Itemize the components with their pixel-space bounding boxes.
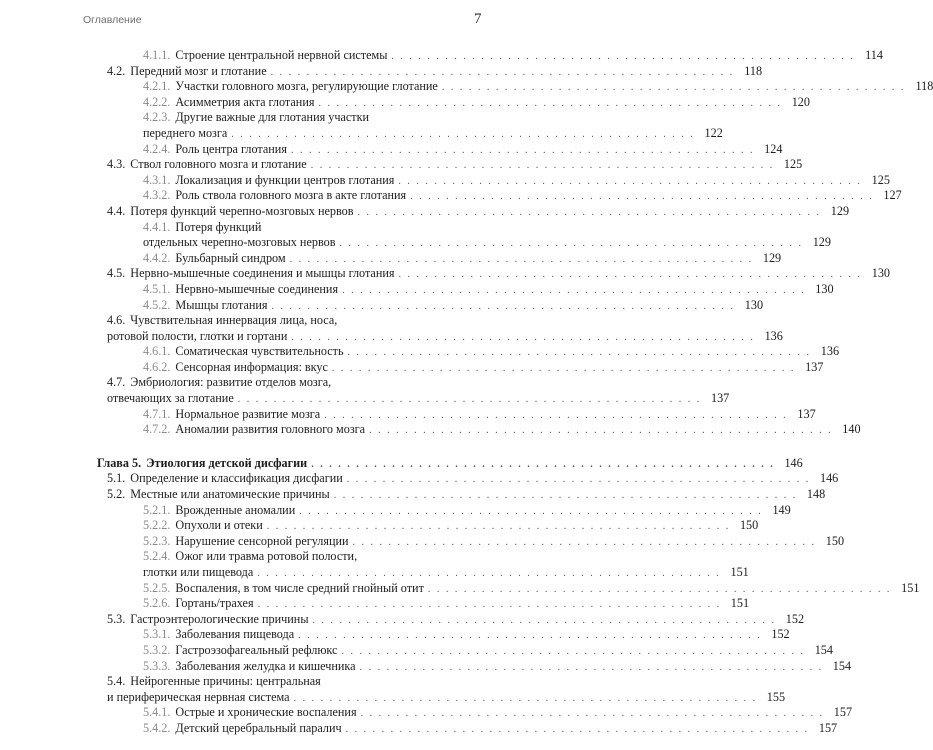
dot-leader: . . . . . . . . . . . . . . . . . . . . . . . . . . . . . . . . . . . . . . . . . . . . . . . . . . . . bbox=[341, 645, 805, 657]
toc-entry bbox=[97, 720, 838, 737]
dot-leader: . . . . . . . . . . . . . . . . . . . . . . . . . . . . . . . . . . . . . . . . . . . . . . . . . . . . bbox=[312, 614, 777, 626]
toc-entry-page: 146 bbox=[784, 455, 803, 470]
toc-entry-page: 140 bbox=[842, 422, 861, 437]
toc-entry bbox=[97, 518, 759, 534]
toc-entry-title: и периферическая нервная система bbox=[107, 689, 290, 704]
toc-entry-number: Глава 5. bbox=[97, 455, 142, 470]
toc-entry bbox=[97, 157, 803, 173]
toc-entry-page: 152 bbox=[771, 627, 790, 642]
toc-entry-number: 4.7.2. bbox=[143, 422, 171, 437]
toc-entry-page: 137 bbox=[797, 406, 816, 421]
toc-entry-number: 5.2.6. bbox=[143, 596, 171, 611]
toc-entry-page: 154 bbox=[832, 658, 852, 673]
toc-entry-title: Заболевания желудка и кишечника bbox=[175, 658, 356, 673]
toc-entry-page: 148 bbox=[806, 487, 826, 502]
toc-entry-number: 4.1.1. bbox=[143, 48, 171, 62]
toc-entry-number: 4.5.1. bbox=[143, 281, 171, 296]
dot-leader: . . . . . . . . . . . . . . . . . . . . . . . . . . . . . . . . . . . . . . . . . . . . . . . . . . . . bbox=[271, 300, 736, 312]
toc-entry bbox=[97, 110, 723, 141]
toc-entry-number: 4.3. bbox=[107, 157, 126, 172]
dot-leader: . . . . . . . . . . . . . . . . . . . . . . . . . . . . . . . . . . . . . . . . . . . . . . . . . . . . bbox=[346, 474, 811, 486]
toc-entry-page: 130 bbox=[871, 266, 890, 281]
toc-entry-page: 129 bbox=[812, 235, 831, 250]
table-of-contents bbox=[97, 48, 933, 737]
toc-entry-page: 118 bbox=[744, 63, 763, 78]
toc-entry bbox=[97, 188, 902, 204]
toc-entry-title: Воспаления, в том числе средний гнойный отит bbox=[175, 580, 424, 595]
toc-entry-title: Локализация и функции центров глотания bbox=[175, 172, 395, 187]
dot-leader: . . . . . . . . . . . . . . . . . . . . . . . . . . . . . . . . . . . . . . . . . . . . . . . . . . . . bbox=[352, 536, 817, 548]
toc-entry-title: Потеря функций черепно-мозговых нервов bbox=[130, 203, 354, 218]
toc-entry-page: 136 bbox=[764, 328, 783, 343]
toc-entry-page: 157 bbox=[818, 720, 838, 735]
toc-entry-number: 4.3.1. bbox=[143, 172, 171, 187]
toc-entry-page: 129 bbox=[830, 203, 850, 218]
dot-leader: . . . . . . . . . . . . . . . . . . . . . . . . . . . . . . . . . . . . . . . . . . . . . . . . . . . . bbox=[311, 458, 775, 470]
dot-leader: . . . . . . . . . . . . . . . . . . . . . . . . . . . . . . . . . . . . . . . . . . . . . . . . . . . . bbox=[270, 66, 735, 78]
toc-entry-title: отдельных черепно-мозговых нервов bbox=[143, 235, 336, 250]
toc-entry-title: Гортань/трахея bbox=[175, 596, 254, 611]
dot-leader: . . . . . . . . . . . . . . . . . . . . . . . . . . . . . . . . . . . . . . . . . . . . . . . . . . . . bbox=[441, 82, 906, 94]
toc-entry bbox=[97, 533, 845, 550]
toc-entry-title: Врожденные аномалии bbox=[175, 502, 296, 517]
toc-entry bbox=[97, 611, 805, 628]
toc-entry-page: 151 bbox=[901, 580, 920, 595]
toc-entry-page: 149 bbox=[772, 502, 791, 517]
toc-entry-title: Этиология детской дисфагии bbox=[146, 455, 308, 470]
toc-entry-number: 4.2.1. bbox=[143, 79, 171, 94]
toc-entry-title: Бульбарный синдром bbox=[175, 250, 286, 265]
toc-entry bbox=[97, 250, 782, 267]
toc-entry-number: 4.6. bbox=[107, 313, 126, 328]
toc-entry-number: 4.3.2. bbox=[143, 188, 171, 203]
toc-entry-number: 5.3.2. bbox=[143, 642, 171, 657]
toc-entry bbox=[97, 705, 853, 721]
dot-leader: . . . . . . . . . . . . . . . . . . . . . . . . . . . . . . . . . . . . . . . . . . . . . . . . . . . . bbox=[331, 362, 796, 374]
dot-leader: . . . . . . . . . . . . . . . . . . . . . . . . . . . . . . . . . . . . . . . . . . . . . . . . . . . . bbox=[231, 128, 695, 140]
toc-entry-number: 4.6.2. bbox=[143, 359, 171, 374]
toc-entry-title: Роль ствола головного мозга в акте глотания bbox=[175, 188, 407, 203]
toc-entry-title: Соматическая чувствительность bbox=[175, 344, 344, 359]
toc-entry bbox=[97, 455, 803, 472]
dot-leader: . . . . . . . . . . . . . . . . . . . . . . . . . . . . . . . . . . . . . . . . . . . . . . . . . . . . bbox=[266, 521, 731, 533]
toc-entry bbox=[97, 674, 786, 705]
toc-entry-page: 129 bbox=[762, 250, 782, 265]
toc-entry-number: 5.4.1. bbox=[143, 705, 171, 720]
toc-entry bbox=[97, 203, 850, 220]
toc-entry-number: 4.5. bbox=[107, 266, 126, 281]
toc-entry bbox=[97, 79, 933, 95]
toc-entry-title: Сенсорная информация: вкус bbox=[175, 359, 328, 374]
toc-entry-number: 5.2.5. bbox=[143, 580, 171, 595]
dot-leader: . . . . . . . . . . . . . . . . . . . . . . . . . . . . . . . . . . . . . . . . . . . . . . . . . . . . bbox=[360, 708, 825, 720]
toc-entry-page: 136 bbox=[820, 344, 840, 359]
dot-leader: . . . . . . . . . . . . . . . . . . . . . . . . . . . . . . . . . . . . . . . . . . . . . . . . . . . . bbox=[339, 238, 803, 250]
dot-leader: . . . . . . . . . . . . . . . . . . . . . . . . . . . . . . . . . . . . . . . . . . . . . . . . . . . . bbox=[324, 409, 788, 421]
toc-entry-number: 5.2.2. bbox=[143, 518, 171, 533]
toc-entry bbox=[97, 266, 890, 282]
toc-entry-page: 125 bbox=[871, 172, 890, 187]
dot-leader: . . . . . . . . . . . . . . . . . . . . . . . . . . . . . . . . . . . . . . . . . . . . . . . . . . . . bbox=[237, 394, 702, 406]
toc-entry-number: 5.4.2. bbox=[143, 720, 171, 735]
dot-leader: . . . . . . . . . . . . . . . . . . . . . . . . . . . . . . . . . . . . . . . . . . . . . . . . . . . . bbox=[410, 191, 874, 203]
toc-entry-title: Гастроэнтерологические причины bbox=[130, 611, 309, 626]
toc-entry-title: Нормальное развитие мозга bbox=[175, 406, 321, 421]
toc-entry-title: глотки или пищевода bbox=[143, 565, 254, 579]
toc-entry-title: Гастроэзофагеальный рефлюкс bbox=[175, 642, 338, 657]
toc-entry-title: Нарушение сенсорной регуляции bbox=[175, 533, 349, 548]
toc-entry-page: 157 bbox=[833, 705, 853, 720]
toc-entry-page: 151 bbox=[730, 596, 750, 611]
toc-entry-number: 5.1. bbox=[107, 471, 126, 486]
toc-entry-title: Опухоли и отеки bbox=[175, 518, 263, 533]
dot-leader: . . . . . . . . . . . . . . . . . . . . . . . . . . . . . . . . . . . . . . . . . . . . . . . . . . . . bbox=[347, 347, 812, 359]
toc-entry-title: Потеря функций bbox=[175, 219, 262, 234]
dot-leader: . . . . . . . . . . . . . . . . . . . . . . . . . . . . . . . . . . . . . . . . . . . . . . . . . . . . bbox=[310, 160, 775, 172]
toc-entry-page: 130 bbox=[744, 297, 764, 312]
toc-entry-title: Участки головного мозга, регулирующие глотание bbox=[175, 79, 438, 94]
toc-entry-title: Определение и классификация дисфагии bbox=[130, 471, 343, 486]
dot-leader: . . . . . . . . . . . . . . . . . . . . . . . . . . . . . . . . . . . . . . . . . . . . . . . . . . . . bbox=[369, 425, 833, 437]
toc-entry-page: 150 bbox=[739, 518, 759, 533]
dot-leader: . . . . . . . . . . . . . . . . . . . . . . . . . . . . . . . . . . . . . . . . . . . . . . . . . . . . bbox=[357, 206, 822, 218]
dot-leader: . . . . . . . . . . . . . . . . . . . . . . . . . . . . . . . . . . . . . . . . . . . . . . . . . . . . bbox=[293, 692, 758, 704]
toc-entry-number: 5.3.1. bbox=[143, 627, 171, 642]
toc-entry-number: 4.4.1. bbox=[143, 219, 171, 234]
toc-entry-page: 146 bbox=[819, 471, 839, 486]
toc-entry bbox=[97, 487, 826, 503]
toc-entry-title: Мышцы глотания bbox=[175, 297, 268, 312]
toc-entry-number: 5.2. bbox=[107, 487, 126, 502]
toc-entry bbox=[97, 359, 824, 376]
toc-entry bbox=[97, 406, 816, 423]
toc-entry bbox=[97, 471, 839, 487]
toc-entry-title: Роль центра глотания bbox=[175, 141, 287, 156]
toc-entry-title: Ожог или травма ротовой полости, bbox=[175, 549, 358, 564]
toc-entry-title: Асимметрия акта глотания bbox=[175, 94, 315, 109]
dot-leader: . . . . . . . . . . . . . . . . . . . . . . . . . . . . . . . . . . . . . . . . . . . . . . . . . . . . bbox=[342, 284, 806, 296]
toc-entry bbox=[97, 63, 763, 80]
dot-leader: . . . . . . . . . . . . . . . . . . . . . . . . . . . . . . . . . . . . . . . . . . . . . . . . . . . . bbox=[398, 175, 862, 187]
toc-entry-page: 137 bbox=[710, 391, 730, 406]
running-head: Оглавление bbox=[83, 14, 142, 26]
toc-entry bbox=[97, 549, 749, 580]
toc-entry bbox=[97, 422, 861, 438]
toc-entry-number: 4.2. bbox=[107, 63, 126, 78]
toc-entry bbox=[97, 48, 883, 64]
dot-leader: . . . . . . . . . . . . . . . . . . . . . . . . . . . . . . . . . . . . . . . . . . . . . . . . . . . . bbox=[257, 599, 722, 611]
dot-leader: . . . . . . . . . . . . . . . . . . . . . . . . . . . . . . . . . . . . . . . . . . . . . . . . . . . . bbox=[427, 583, 892, 595]
toc-entry-title: Местные или анатомические причины bbox=[130, 487, 330, 502]
toc-entry bbox=[97, 502, 791, 519]
dot-leader: . . . . . . . . . . . . . . . . . . . . . . . . . . . . . . . . . . . . . . . . . . . . . . . . . . . . bbox=[289, 253, 754, 265]
toc-entry bbox=[97, 172, 890, 189]
dot-leader: . . . . . . . . . . . . . . . . . . . . . . . . . . . . . . . . . . . . . . . . . . . . . . . . . . . . bbox=[398, 269, 862, 281]
toc-entry-page: 155 bbox=[766, 689, 786, 704]
toc-entry bbox=[97, 642, 833, 659]
toc-entry-number: 4.7.1. bbox=[143, 406, 171, 421]
toc-entry-title: ротовой полости, глотки и гортани bbox=[107, 328, 288, 343]
toc-entry-page: 137 bbox=[805, 359, 824, 374]
toc-entry-title: Заболевания пищевода bbox=[175, 627, 295, 642]
toc-entry-page: 130 bbox=[815, 281, 834, 296]
toc-entry-title: Передний мозг и глотание bbox=[130, 63, 267, 78]
dot-leader: . . . . . . . . . . . . . . . . . . . . . . . . . . . . . . . . . . . . . . . . . . . . . . . . . . . . bbox=[290, 144, 755, 156]
toc-entry-title: отвечающих за глотание bbox=[107, 391, 234, 406]
toc-entry-title: Детский церебральный паралич bbox=[175, 720, 342, 735]
toc-entry-page: 125 bbox=[783, 157, 803, 172]
toc-entry bbox=[97, 375, 730, 406]
toc-entry-title: Другие важные для глотания участки bbox=[175, 110, 370, 125]
toc-entry-page: 124 bbox=[764, 141, 783, 156]
toc-entry-title: Нервно-мышечные соединения bbox=[175, 281, 339, 296]
toc-entry bbox=[97, 627, 790, 643]
toc-entry bbox=[97, 658, 852, 675]
toc-entry-title: Аномалии развития головного мозга bbox=[175, 422, 366, 437]
toc-entry-page: 151 bbox=[730, 565, 749, 579]
toc-entry-number: 4.2.4. bbox=[143, 141, 171, 156]
toc-entry-page: 127 bbox=[883, 188, 902, 203]
toc-entry bbox=[97, 281, 834, 298]
toc-entry-page: 118 bbox=[915, 79, 933, 94]
toc-entry-title: Острые и хронические воспаления bbox=[175, 705, 357, 720]
dot-leader: . . . . . . . . . . . . . . . . . . . . . . . . . . . . . . . . . . . . . . . . . . . . . . . . . . . . bbox=[298, 630, 762, 642]
toc-entry-number: 4.5.2. bbox=[143, 297, 171, 312]
chapter-gap bbox=[97, 438, 485, 456]
toc-entry-page: 120 bbox=[791, 94, 810, 109]
toc-entry bbox=[97, 596, 750, 612]
toc-entry-title: Ствол головного мозга и глотание bbox=[130, 157, 307, 172]
dot-leader: . . . . . . . . . . . . . . . . . . . . . . . . . . . . . . . . . . . . . . . . . . . . . . . . . . . . bbox=[257, 568, 721, 579]
toc-entry-number: 4.6.1. bbox=[143, 344, 171, 359]
toc-entry bbox=[97, 219, 831, 251]
toc-entry-title: переднего мозга bbox=[143, 125, 228, 140]
toc-entry-number: 4.7. bbox=[107, 375, 126, 390]
toc-entry-title: Эмбриология: развитие отделов мозга, bbox=[130, 375, 332, 390]
toc-entry-number: 4.2.3. bbox=[143, 110, 171, 125]
toc-entry-number: 5.4. bbox=[107, 674, 126, 689]
toc-entry-page: 122 bbox=[704, 125, 723, 140]
dot-leader: . . . . . . . . . . . . . . . . . . . . . . . . . . . . . . . . . . . . . . . . . . . . . . . . . . . . bbox=[345, 723, 810, 735]
toc-entry-number: 5.2.3. bbox=[143, 533, 171, 548]
dot-leader: . . . . . . . . . . . . . . . . . . . . . . . . . . . . . . . . . . . . . . . . . . . . . . . . . . . . bbox=[318, 97, 782, 109]
toc-entry-title: Чувствительная иннервация лица, носа, bbox=[130, 313, 338, 328]
toc-entry-number: 5.2.1. bbox=[143, 502, 171, 517]
dot-leader: . . . . . . . . . . . . . . . . . . . . . . . . . . . . . . . . . . . . . . . . . . . . . . . . . . . . bbox=[333, 490, 798, 502]
toc-entry-page: 150 bbox=[825, 533, 845, 548]
toc-entry-page: 114 bbox=[865, 48, 883, 62]
toc-entry-title: Нервно-мышечные соединения и мышцы глотания bbox=[130, 266, 395, 281]
toc-entry bbox=[97, 141, 783, 158]
toc-entry-number: 4.4. bbox=[107, 203, 126, 218]
toc-entry-page: 154 bbox=[814, 642, 833, 657]
toc-entry bbox=[97, 313, 783, 344]
toc-entry-title: Нейрогенные причины: центральная bbox=[130, 674, 321, 689]
dot-leader: . . . . . . . . . . . . . . . . . . . . . . . . . . . . . . . . . . . . . . . . . . . . . . . . . . . . bbox=[359, 661, 824, 673]
toc-entry-number: 5.3. bbox=[107, 611, 126, 626]
toc-entry-number: 5.3.3. bbox=[143, 658, 171, 673]
page-number: 7 bbox=[474, 11, 482, 27]
toc-entry bbox=[97, 94, 810, 111]
toc-entry bbox=[97, 297, 764, 314]
toc-entry-page: 152 bbox=[785, 611, 805, 626]
toc-entry-number: 4.4.2. bbox=[143, 250, 171, 265]
toc-section-chapter-5 bbox=[97, 455, 920, 737]
toc-entry-title: Строение центральной нервной системы bbox=[175, 48, 388, 62]
toc-entry bbox=[97, 344, 840, 360]
dot-leader: . . . . . . . . . . . . . . . . . . . . . . . . . . . . . . . . . . . . . . . . . . . . . . . . . . . . bbox=[391, 51, 855, 62]
toc-entry-number: 5.2.4. bbox=[143, 549, 171, 564]
dot-leader: . . . . . . . . . . . . . . . . . . . . . . . . . . . . . . . . . . . . . . . . . . . . . . . . . . . . bbox=[299, 505, 763, 517]
toc-entry bbox=[97, 580, 920, 597]
dot-leader: . . . . . . . . . . . . . . . . . . . . . . . . . . . . . . . . . . . . . . . . . . . . . . . . . . . . bbox=[291, 331, 755, 343]
toc-section-chapter-4 bbox=[97, 48, 933, 438]
toc-entry-number: 4.2.2. bbox=[143, 94, 171, 109]
